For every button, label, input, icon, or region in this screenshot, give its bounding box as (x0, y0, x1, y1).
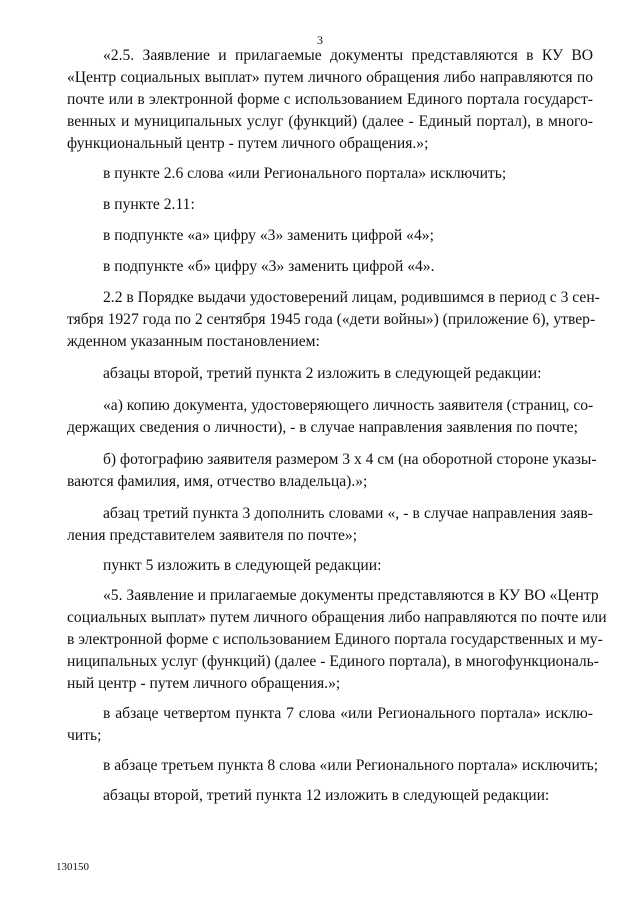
paragraph-line: абзацы второй, третий пункта 12 изложить в следующей редакции: (103, 787, 550, 804)
paragraph-line: в подпункте «а» цифру «3» заменить цифрой «4»; (103, 227, 434, 244)
paragraph-line: в электронной форме с использованием Единого портала государственных и му- (67, 631, 603, 648)
paragraph-line: «5. Заявление и прилагаемые документы представляются в КУ ВО «Центр (103, 587, 599, 604)
paragraph-line: в абзаце четвертом пункта 7 слова «или Регионального портала» исклю- (103, 705, 593, 722)
paragraph-line: абзацы второй, третий пункта 2 изложить в следующей редакции: (103, 365, 542, 382)
paragraph-line: почте или в электронной форме с использованием Единого портала государст- (67, 91, 593, 108)
page-number: 3 (317, 33, 323, 47)
paragraph-line: жденном указанным постановлением: (67, 333, 320, 350)
paragraph-line: 2.2 в Порядке выдачи удостоверений лицам, родившимся в период с 3 сен- (103, 289, 600, 306)
paragraph-line: б) фотографию заявителя размером 3 х 4 см (на оборотной стороне указы- (103, 451, 597, 468)
paragraph-line: венных и муниципальных услуг (функций) (далее - Единый портал), в много- (67, 113, 593, 130)
paragraph-line: ления представителем заявителя по почте»; (67, 527, 358, 544)
paragraph-line: держащих сведения о личности), - в случае направления заявления по почте; (67, 419, 578, 436)
paragraph-line: тября 1927 года по 2 сентября 1945 года («дети войны») (приложение 6), утвер- (67, 311, 596, 328)
paragraph-line: пункт 5 изложить в следующей редакции: (103, 557, 382, 574)
paragraph-line: абзац третий пункта 3 дополнить словами «, - в случае направления заяв- (103, 505, 593, 522)
paragraph-line: чить; (67, 727, 102, 744)
paragraph-line: в пункте 2.6 слова «или Регионального портала» исключить; (103, 165, 507, 182)
paragraph-line: в абзаце третьем пункта 8 слова «или Регионального портала» исключить; (103, 757, 599, 774)
document-body (67, 45, 607, 807)
paragraph-line: «Центр социальных выплат» путем личного обращения либо направляются по (67, 69, 593, 86)
paragraph-line: в пункте 2.11: (103, 196, 195, 213)
paragraph-line: ваются фамилия, имя, отчество владельца).»; (67, 473, 368, 490)
paragraph-line: в подпункте «б» цифру «3» заменить цифрой «4». (103, 258, 435, 275)
paragraph-line: ный центр - путем личного обращения.»; (67, 675, 341, 692)
paragraph-line: социальных выплат» путем личного обращения либо направляются по почте или (67, 609, 607, 626)
paragraph-line: «2.5. Заявление и прилагаемые документы представляются в КУ ВО (103, 47, 593, 64)
paragraph-line: ниципальных услуг (функций) (далее - Единого портала), в многофункциональ- (67, 653, 599, 670)
document-code: 130150 (56, 861, 89, 873)
paragraph-line: «а) копию документа, удостоверяющего личность заявителя (страниц, со- (103, 397, 594, 414)
paragraph-line: функциональный центр - путем личного обращения.»; (67, 135, 429, 152)
